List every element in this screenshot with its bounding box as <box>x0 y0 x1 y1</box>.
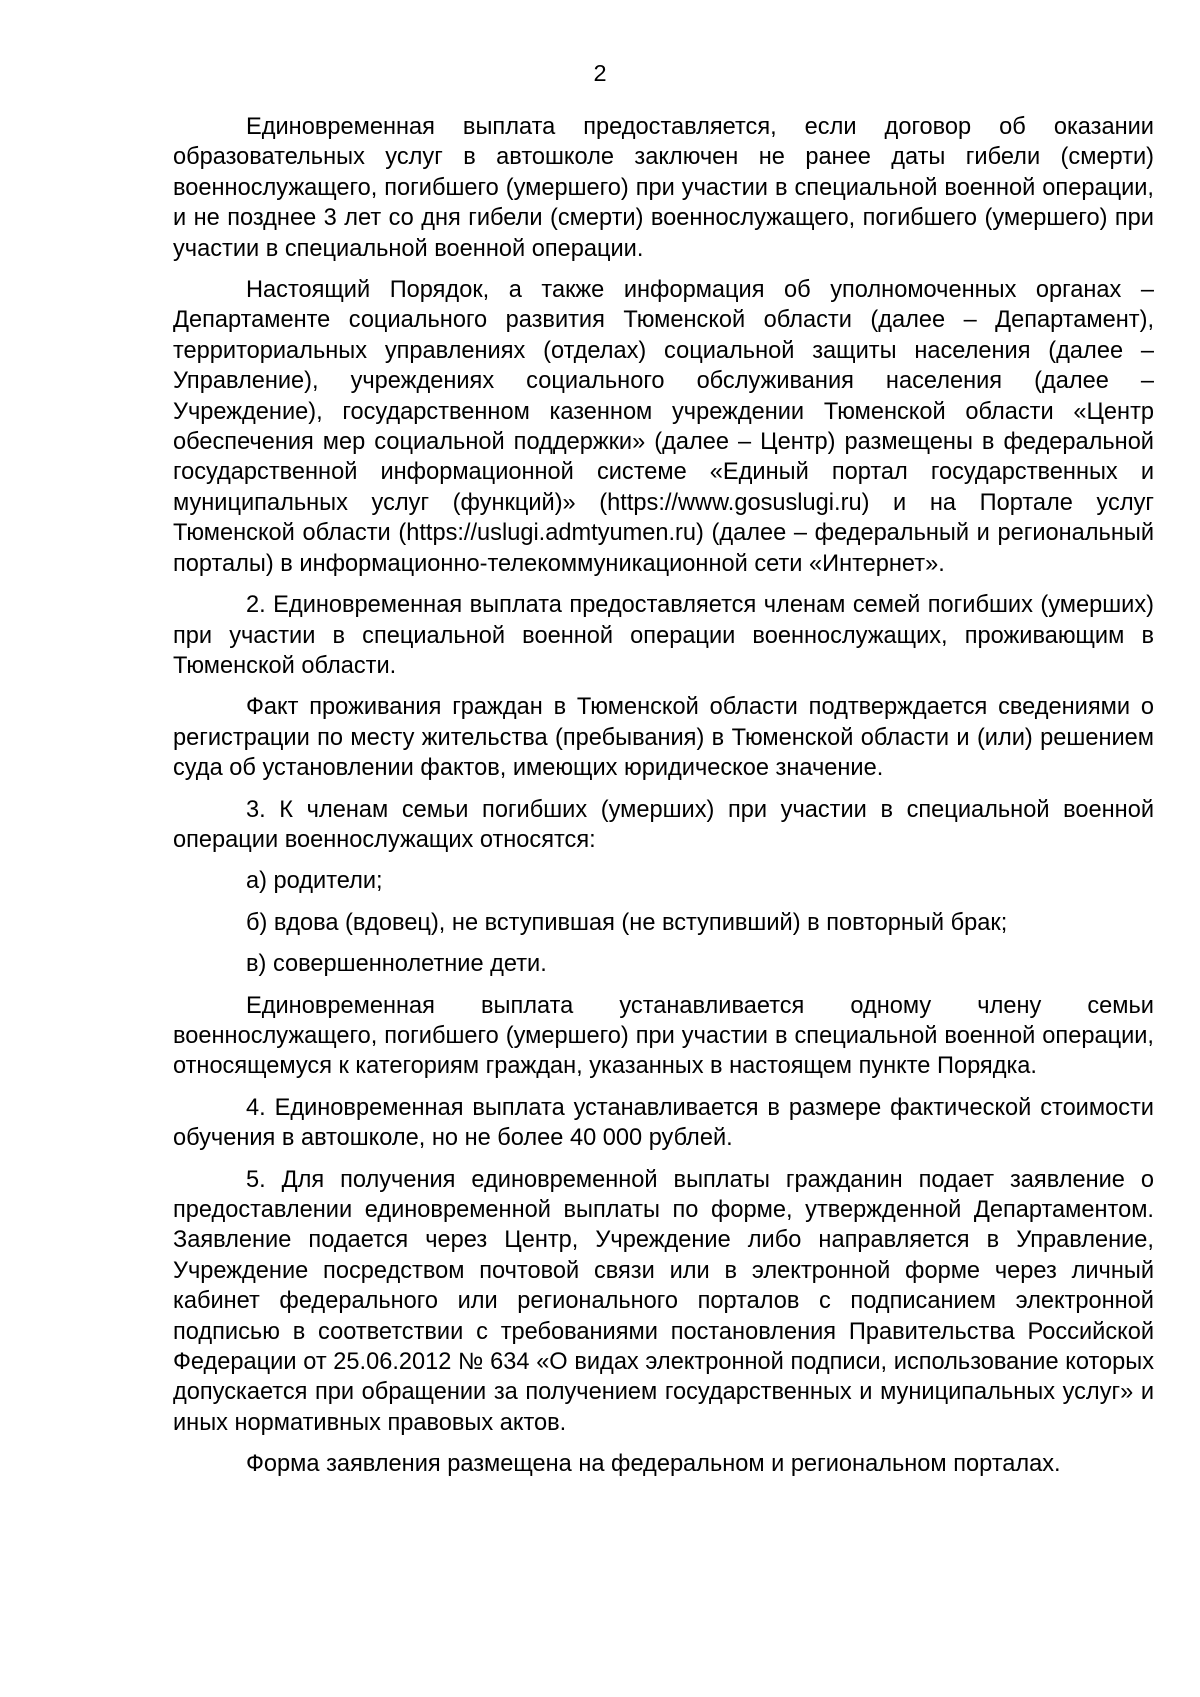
paragraph-procedure-publication: Настоящий Порядок, а также информация об уполномоченных органах – Департаменте социального развития Тюменской области (далее – Департамент), территориальных управлениях (отделах) социальной защиты населения (далее – Управление), учреждениях социального обслуживания населения (далее – Учреждение), государственном казенном учреждении Тюменской области «Центр обеспечения мер социальной поддержки» (далее – Центр) размещены в федеральной государственной информационной системе «Единый портал государственных и муниципальных услуг (функций)» (https://www.gosuslugi.ru) и на Портале услуг Тюменской области (https://uslugi.admtyumen.ru) (далее – федеральный и региональный порталы) в информационно-телекоммуникационной сети «Интернет». <box>173 277 1154 577</box>
paragraph-item-3: 3. К членам семьи погибших (умерших) при участии в специальной военной операции военнослужащих относятся: <box>173 796 1154 853</box>
page-number: 2 <box>593 60 607 86</box>
document-body <box>173 112 1154 1491</box>
paragraph-form-location: Форма заявления размещена на федеральном и региональном порталах. <box>246 1451 1061 1478</box>
paragraph-payment-conditions: Единовременная выплата предоставляется, если договор об оказании образовательных услуг в автошколе заключен не ранее даты гибели (смерти) военнослужащего, погибшего (умершего) при участии в специальной военной операции, и не позднее 3 лет со дня гибели (смерти) военнослужащего, погибшего (умершего) при участии в специальной военной операции. <box>173 114 1154 262</box>
list-item-c: в) совершеннолетние дети. <box>246 951 547 978</box>
paragraph-item-2: 2. Единовременная выплата предоставляется членам семей погибших (умерших) при участии в специальной военной операции военнослужащих, проживающим в Тюменской области. <box>173 592 1154 679</box>
paragraph-item-4: 4. Единовременная выплата устанавливается в размере фактической стоимости обучения в автошколе, но не более 40 000 рублей. <box>173 1094 1154 1152</box>
paragraph-residence-confirmation: Факт проживания граждан в Тюменской области подтверждается сведениями о регистрации по месту жительства (пребывания) в Тюменской области и (или) решением суда об установлении фактов, имеющих юридическое значение. <box>173 694 1154 782</box>
paragraph-single-member: Единовременная выплата устанавливается одному члену семьи военнослужащего, погибшего (умершего) при участии в специальной военной операции, относящемуся к категориям граждан, указанных в настоящем пункте Порядка. <box>173 992 1154 1080</box>
list-item-b: б) вдова (вдовец), не вступившая (не вступивший) в повторный брак; <box>246 909 1008 936</box>
list-item-a: а) родители; <box>246 868 383 895</box>
paragraph-item-5: 5. Для получения единовременной выплаты гражданин подает заявление о предоставлении единовременной выплаты по форме, утвержденной Департаментом. Заявление подается через Центр, Учреждение либо направляется в Управление, Учреждение посредством почтовой связи или в электронной форме через личный кабинет федерального или регионального порталов с подписанием электронной подписью в соответствии с требованиями постановления Правительства Российской Федерации от 25.06.2012 № 634 «О видах электронной подписи, использование которых допускается при обращении за получением государственных и муниципальных услуг» и иных нормативных правовых актов. <box>173 1166 1154 1436</box>
